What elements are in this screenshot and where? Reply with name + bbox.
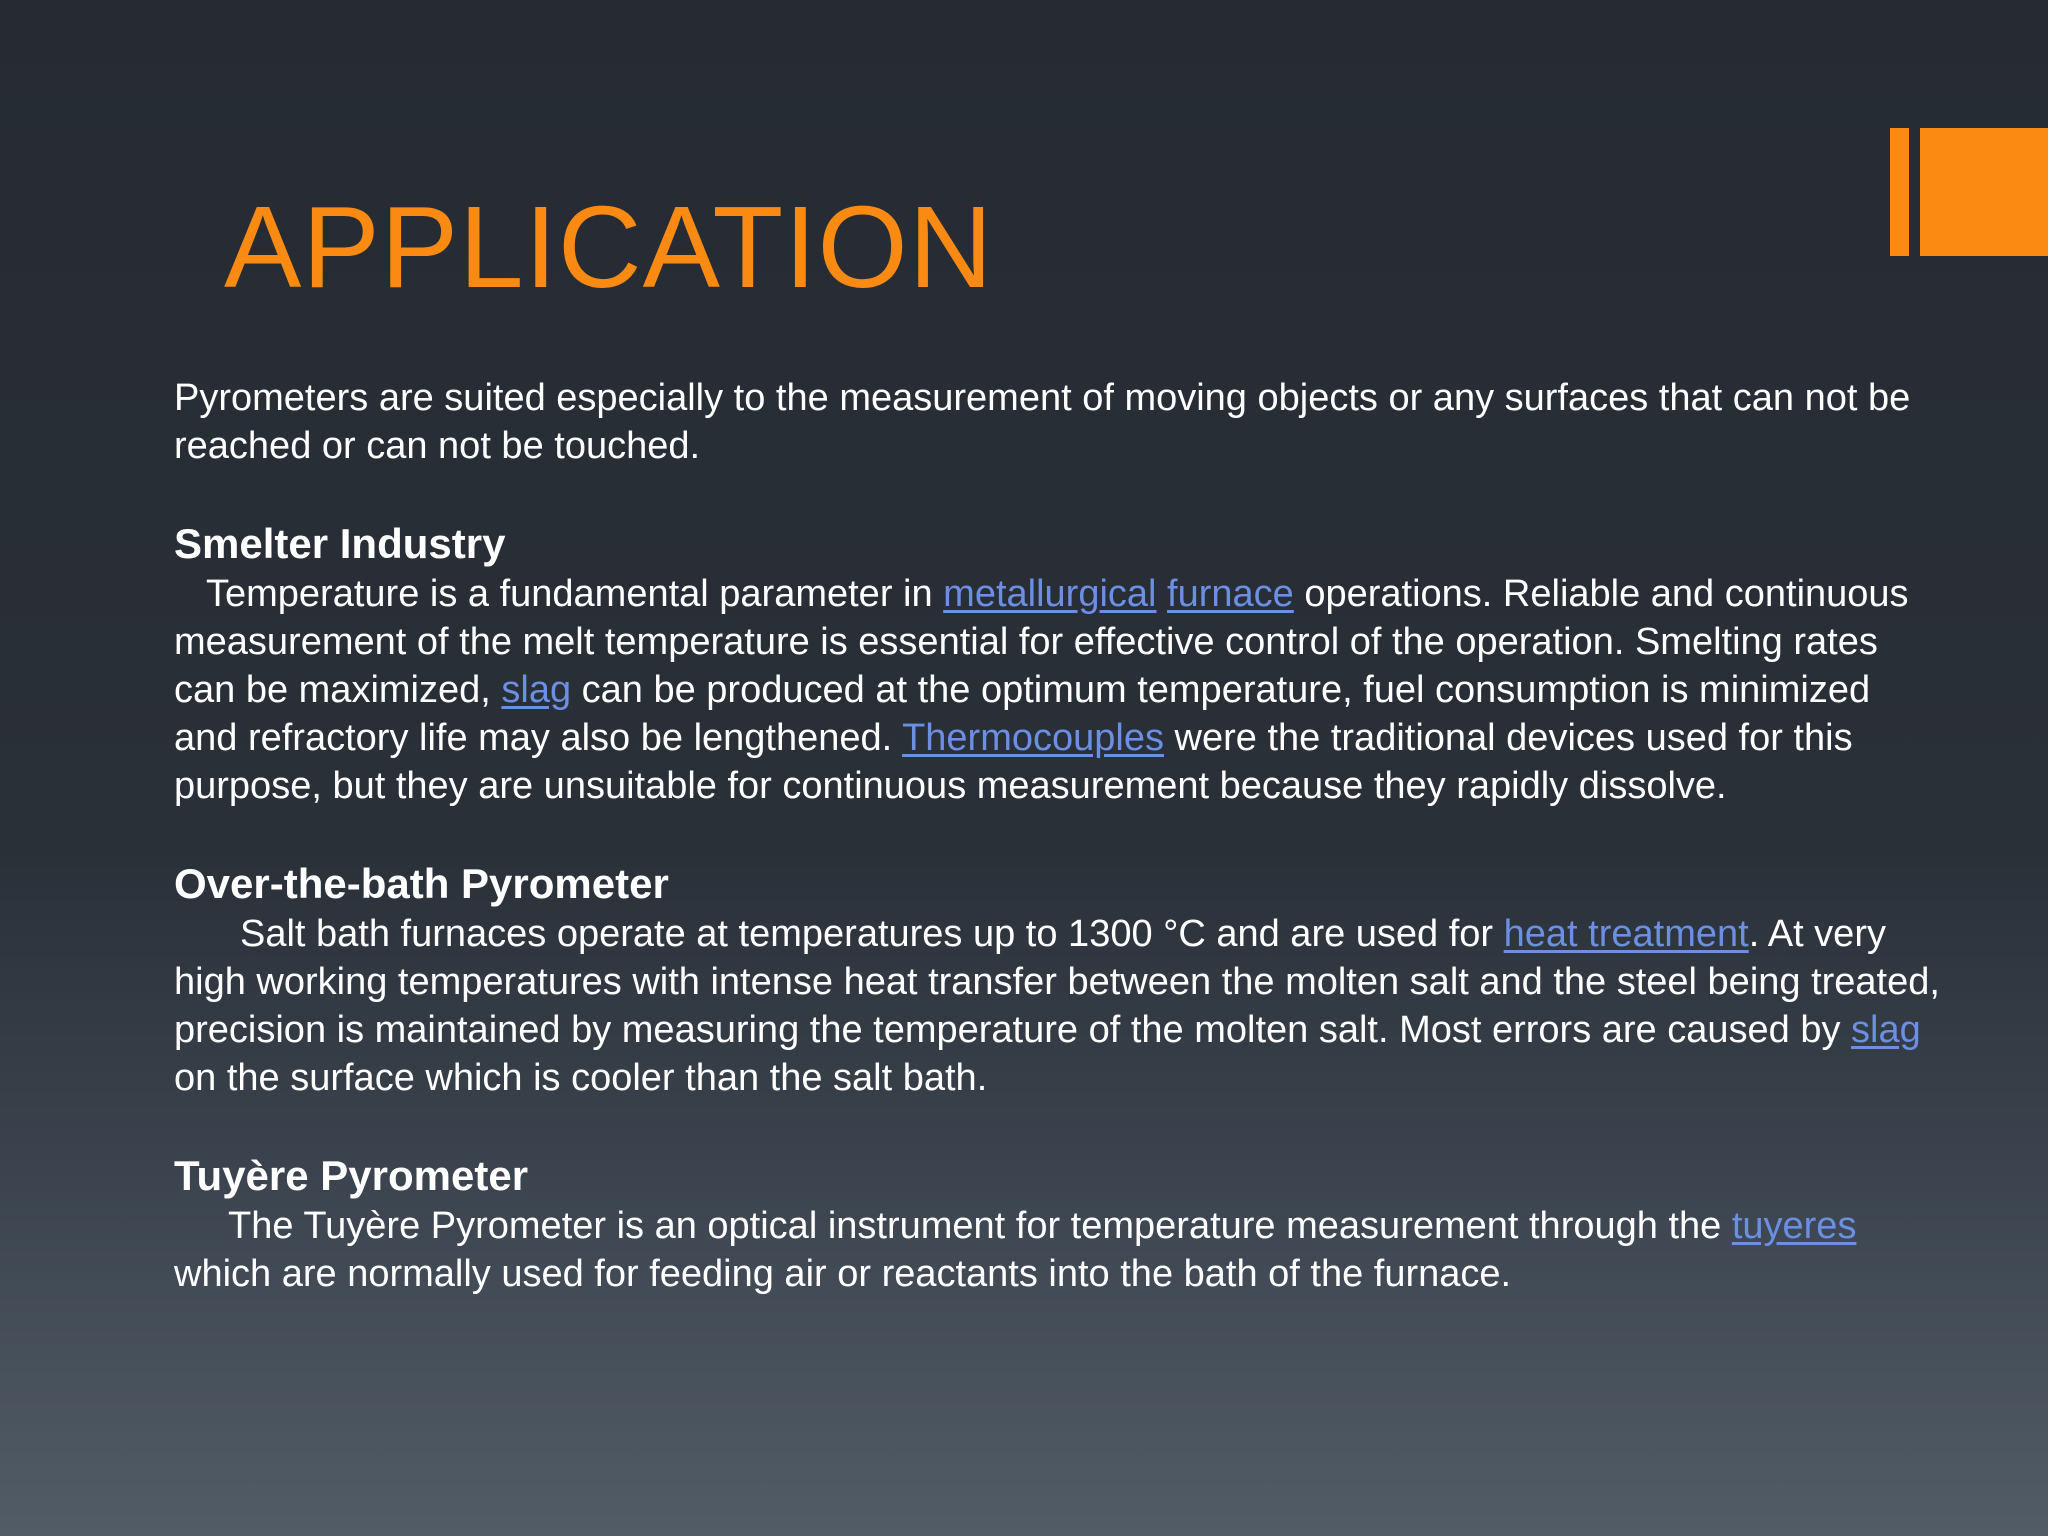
intro-paragraph: Pyrometers are suited especially to the measurement of moving objects or any surfaces that can not be reached or can not be touched. <box>174 377 1911 467</box>
section-heading: Tuyère Pyrometer <box>174 1152 529 1199</box>
link-thermocouples[interactable]: Thermocouples <box>902 717 1164 759</box>
section-body: Salt bath furnaces operate at temperatures up to 1300 °C and are used for heat treatment. At very high working temperatures with intense heat transfer between the molten salt and the steel being treated, precision is maintained by measuring the temperature of the molten salt. Most errors are caused by slag on the surface which is cooler than the salt bath. <box>174 913 1940 1099</box>
link-heat-treatment[interactable]: heat treatment <box>1503 913 1749 955</box>
slide-title: APPLICATION <box>224 182 994 312</box>
section-body: Temperature is a fundamental parameter in metallurgical furnace operations. Reliable and continuous measurement of the melt temperature is essential for effective control of the operation. Smelting rates can be maximized, slag can be produced at the optimum temperature, fuel consumption is minimized and refractory life may also be lengthened. Thermocouples were the traditional devices used for this purpose, but they are unsuitable for continuous measurement because they rapidly dissolve. <box>174 573 1909 807</box>
section-over-the-bath-pyrometer <box>174 858 1944 1102</box>
section-heading: Over-the-bath Pyrometer <box>174 860 669 907</box>
link-tuyeres[interactable]: tuyeres <box>1731 1205 1857 1247</box>
section-body: The Tuyère Pyrometer is an optical instrument for temperature measurement through the tuyeres which are normally used for feeding air or reactants into the bath of the furnace. <box>174 1205 1857 1295</box>
section-heading: Smelter Industry <box>174 520 506 567</box>
section-tuyere-pyrometer <box>174 1150 1944 1298</box>
section-smelter-industry <box>174 518 1944 810</box>
slide-body <box>174 374 1944 1298</box>
link-furnace[interactable]: furnace <box>1167 573 1294 615</box>
link-slag[interactable]: slag <box>1851 1009 1921 1051</box>
accent-block-decoration <box>1920 128 2048 256</box>
link-metallurgical[interactable]: metallurgical <box>943 573 1157 615</box>
accent-bar-decoration <box>1890 128 1909 256</box>
link-slag[interactable]: slag <box>501 669 572 711</box>
